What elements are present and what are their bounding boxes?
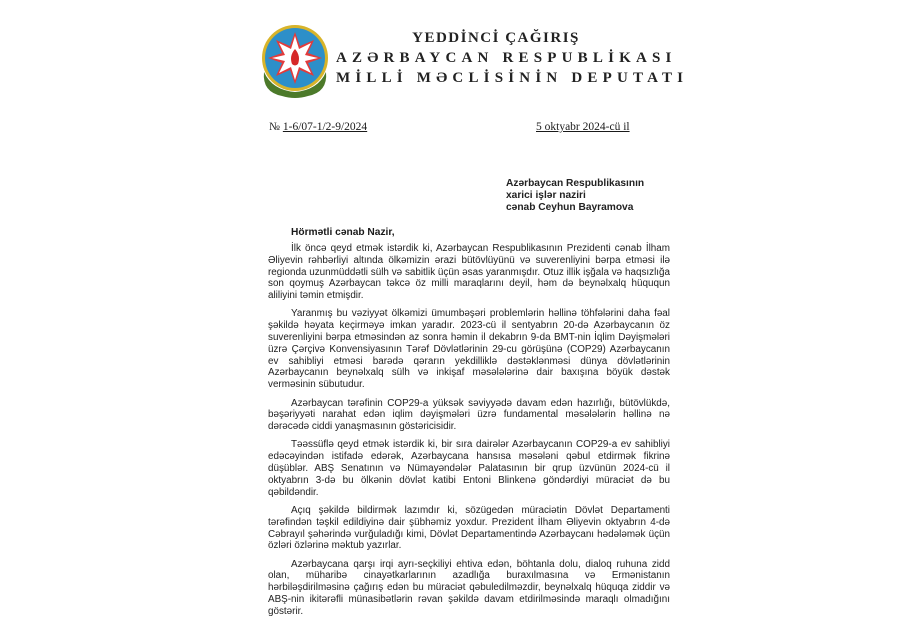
addressee-line: Azərbaycan Respublikasının bbox=[506, 178, 645, 189]
letter-body bbox=[268, 243, 670, 624]
state-emblem bbox=[258, 22, 332, 100]
reference-number bbox=[269, 121, 367, 133]
paragraph: Yaranmış bu vəziyyət ölkəmizi ümumbəşəri problemlərin həllinə töhfələrini daha fəal şəkildə həyata keçirməyə imkan yaradır. 2023-cü il sentyabrın 20-də Azərbaycanın öz suverenliyini bərpa etməsindən az sonra həmin il dekabrın 9-da BMT-nin İqlim Dəyişmələri üzrə Çərçivə Konvensiyasının Tərəf Dövlətlərinin 29-cu görüşünə (COP29) Azərbaycanın ev sahibliyi etməsi barədə qərarın yekdilliklə dəstəklənməsi dünya dövlətlərinin Azərbaycanın beynəlxalq sülh və inkişaf məsələlərinə dair baxışına böyük dəstək verməsinin sübutudur. bbox=[268, 308, 670, 391]
addressee-line: xarici işlər naziri bbox=[506, 190, 586, 201]
addressee-line: cənab Ceyhun Bayramova bbox=[506, 202, 634, 213]
paragraph: İlk öncə qeyd etmək istərdik ki, Azərbaycan Respublikasının Prezidenti cənab İlham Əliyevin rəhbərliyi altında ölkəmizin ərazi bütövlüyünü və suverenliyini bərpa etməsi ilə regionda uzunmüddətli sülh və sabitlik üçün əsas yaranmışdır. Otuz illik işğala və haqsızlığa son qoymuş Azərbaycan təkcə öz milli maraqlarını deyil, həm də beynəlxalq hüququn aliliyini təmin etmişdir. bbox=[268, 243, 670, 302]
letterhead bbox=[336, 28, 689, 88]
paragraph: Azərbaycana qarşı irqi ayrı-seçkiliyi ehtiva edən, böhtanla dolu, dialoq ruhuna zidd olan, müharibə cinayətkarlarının azadlığa buraxılmasına və Ermənistanın hərbiləşdirilməsinə çağırış edən bu müraciət qəbuledilməzdir, beynəlxalq hüquqa ziddir və ABŞ-nin ikitərəfli münasibətlərin rəvan şəkildə davam etdirilməsində maraqlı olmadığını göstərir. bbox=[268, 558, 670, 617]
document-number: 1-6/07-1/2-9/2024 bbox=[282, 121, 368, 133]
letterhead-deputy: MİLLİ MƏCLİSİNİN DEPUTATI bbox=[336, 70, 689, 86]
paragraph: Təəssüflə qeyd etmək istərdik ki, bir sıra dairələr Azərbaycanın COP29-a ev sahibliyi edəcəyindən istifadə edərək, Azərbaycana hansısa məsələni qəbul etdirmək fikrinə düşüblər. ABŞ Senatının və Nümayəndələr Palatasının bir qrup üzvünün 2024-cü il oktyabrın 3-də bu ölkənin dövlət katibi Entoni Blinkenə göndərdiyi müraciət də bu qəbildəndir. bbox=[268, 439, 670, 498]
letterhead-republic: AZƏRBAYCAN RESPUBLİKASI bbox=[336, 50, 677, 66]
addressee bbox=[506, 178, 644, 214]
salutation: Hörmətli cənab Nazir, bbox=[291, 227, 395, 238]
number-sign: № bbox=[269, 121, 280, 133]
paragraph: Azərbaycan tərəfinin COP29-a yüksək səviyyədə davam edən hazırlığı, bütövlükdə, bəşəriyyəti narahat edən iqlim dəyişmələri üzrə fundamental məsələlərin həllinə nə dərəcədə ciddi yanaşmasının göstəricisidir. bbox=[268, 397, 670, 433]
document-date bbox=[536, 121, 630, 133]
paragraph: Açıq şəkildə bildirmək lazımdır ki, sözügedən müraciətin Dövlət Departamenti tərəfindən təşkil edildiyinə dair şübhəmiz yoxdur. Prezident İlham Əliyevin oktyabrın 4-də Cəbrayıl şəhərində vurğuladığı kimi, Dövlət Departamentində Azərbaycanı hədələmək üçün özləri özlərinə məktub yazırlar. bbox=[268, 504, 670, 552]
date-text: 5 oktyabr 2024-cü il bbox=[536, 121, 630, 133]
letterhead-convocation: YEDDİNCİ ÇAĞIRIŞ bbox=[412, 30, 580, 46]
